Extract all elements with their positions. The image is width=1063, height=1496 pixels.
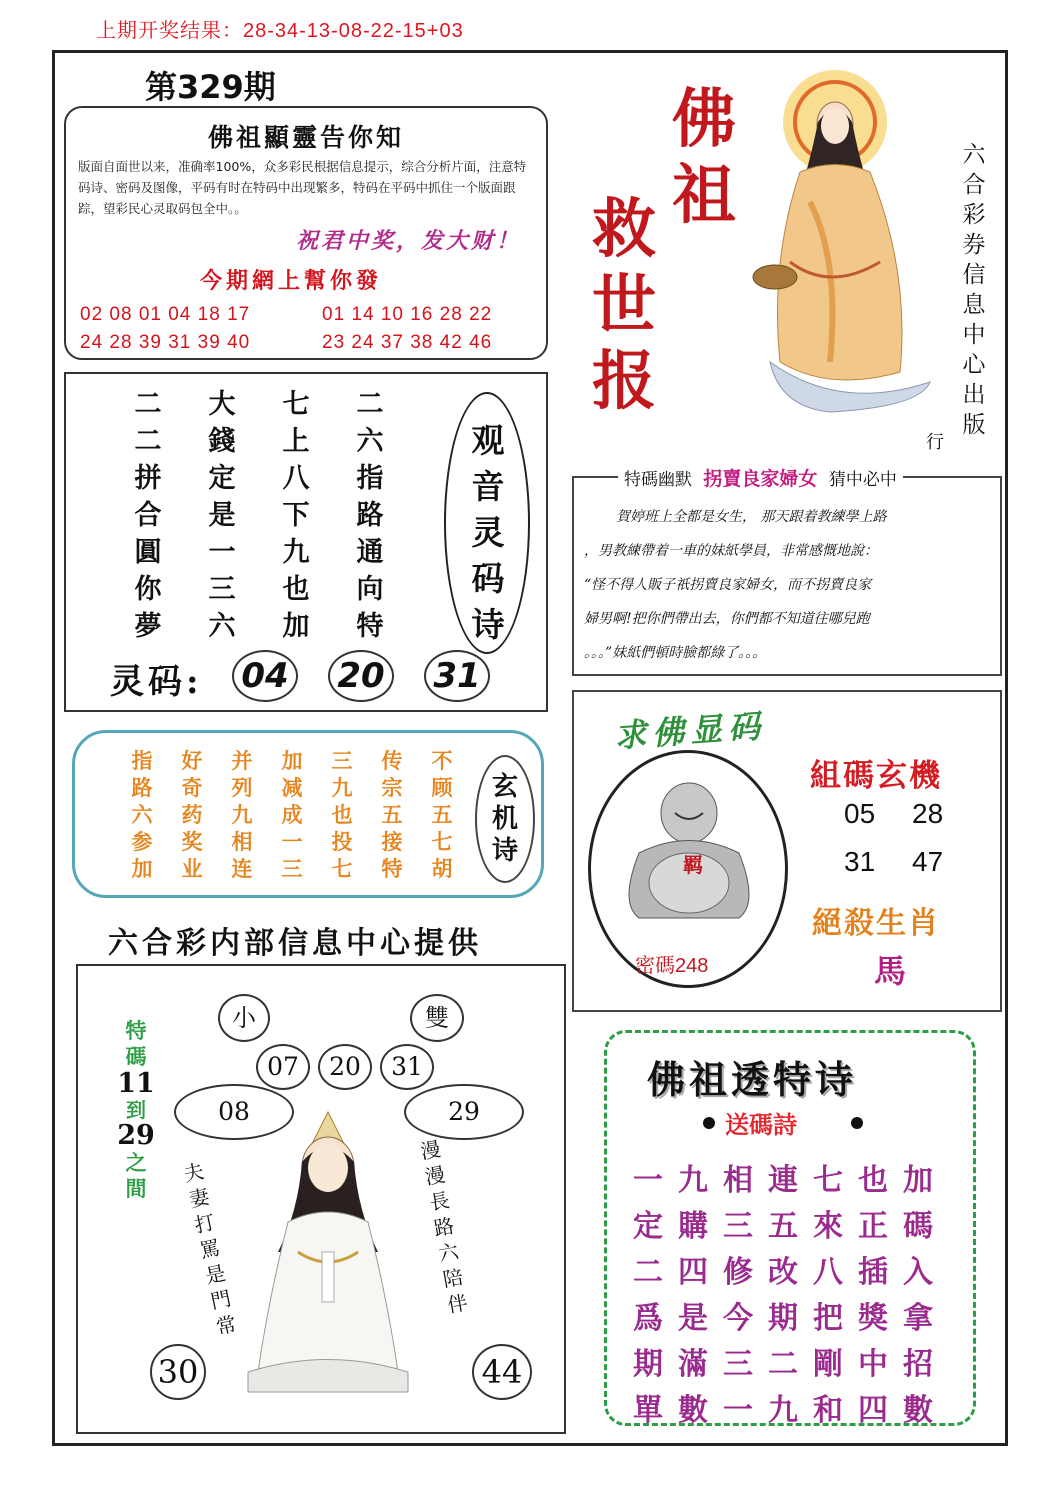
- bullet-dot: [851, 1117, 863, 1129]
- poem-title: 佛祖透特诗: [647, 1057, 858, 1102]
- title-char-shi: 世: [592, 268, 656, 343]
- left-oval: 08: [174, 1084, 294, 1140]
- xuanji-column: 传宗五接特: [381, 748, 403, 881]
- right-oval: 29: [404, 1084, 524, 1140]
- number-oval: 31: [380, 1044, 434, 1090]
- poem-row: 期滿三二剛中招: [633, 1347, 948, 1382]
- numbers-row1-right: 01 14 10 16 28 22: [322, 304, 493, 325]
- online-subtitle: 今期網上幫你發: [200, 268, 383, 294]
- joke-text: [584, 500, 996, 670]
- joke-header: [618, 464, 903, 491]
- joke-line: 婦男啊!把你們帶出去，你們都不知道往哪兒跑: [584, 611, 870, 627]
- last-result: 上期开奖结果：28-34-13-08-22-15+03: [96, 20, 464, 42]
- combo-title: 組碼玄機: [810, 758, 942, 794]
- right-verse: 漫漫長路六陪伴: [418, 1136, 470, 1318]
- joke-box: [572, 468, 1002, 676]
- guanyin-seated-icon: [238, 1102, 418, 1402]
- range-end-char: 之: [125, 1150, 147, 1175]
- tema-char: 特: [125, 1018, 147, 1043]
- lingma-number: 04: [232, 650, 298, 702]
- intro-text: 版面自面世以来，准确率100%，众多彩民根据信息提示，综合分析片面，注意特码诗、密码及图像，平码有时在特码中出现繁多，特码在平码中抓住一个版面跟踪，望彩民心灵取码包全中。。: [78, 159, 527, 216]
- poem-subtitle: 送碼詩: [725, 1110, 797, 1139]
- range-to-char: 到: [126, 1098, 146, 1122]
- joke-line: ，男教練帶着一車的妹紙學員，非常感慨地說：: [584, 543, 878, 559]
- guanyin-poem-box: [64, 372, 548, 712]
- tema-range: [116, 1018, 156, 1202]
- xuanji-column: 并列九相连: [231, 748, 253, 881]
- poem-column: 二六指路通向特: [356, 389, 384, 642]
- lingma-number: 20: [328, 650, 394, 702]
- xuanji-poem-box: [72, 730, 544, 898]
- range-from: 11: [117, 1068, 155, 1099]
- buddha-oval: [588, 750, 788, 988]
- poem-row: 二四修改八插入: [633, 1255, 948, 1290]
- small-oval: 小: [218, 994, 270, 1042]
- combo-number: 05: [844, 798, 876, 829]
- title-char-bao: 报: [592, 344, 656, 419]
- xuanji-column: 加减成一三: [281, 748, 303, 881]
- lingma-number: 31: [424, 650, 490, 702]
- title-char-fo: 佛: [672, 82, 736, 157]
- xuanji-title-oval: [475, 755, 535, 883]
- kill-zodiac: 馬: [874, 952, 907, 990]
- title-char-jiu: 救: [592, 192, 656, 267]
- xuanji-column: 三九也投七: [331, 748, 353, 881]
- poem-row: 定購三五來正碼: [633, 1209, 948, 1244]
- guanyin-numbers-box: [76, 964, 566, 1434]
- number-oval: 20: [318, 1044, 372, 1090]
- poem-column: 二二拼合圓你夢: [134, 389, 162, 642]
- bullet-dot: [703, 1117, 715, 1129]
- combo-number: 28: [912, 798, 944, 829]
- buddha-arc-title: 求佛显码: [612, 706, 768, 756]
- poem-column: 大錢定是一三六: [208, 389, 236, 642]
- bottom-right-number: 44: [472, 1344, 532, 1400]
- range-end-char: 間: [125, 1176, 147, 1201]
- buddha-chest-char: 羁: [683, 853, 703, 877]
- number-oval: 07: [256, 1044, 310, 1090]
- range-to: 29: [117, 1120, 155, 1151]
- numbers-row2-left: 24 28 39 31 39 40: [80, 332, 251, 353]
- publisher-tail: 行: [926, 432, 944, 453]
- joke-header-post: 猜中必中: [828, 470, 897, 490]
- xuanji-column: 好奇药奖业: [181, 748, 203, 881]
- combo-number: 47: [912, 846, 944, 877]
- provider-line: 六合彩内部信息中心提供: [108, 926, 482, 961]
- xuanji-column: 不顾五七胡: [431, 748, 453, 881]
- title-char: [584, 192, 664, 420]
- intro-box: [64, 106, 548, 360]
- kill-zodiac-title: 絕殺生肖: [812, 906, 940, 941]
- joke-line: 。。。”妹紙們頓時臉都綠了。。。: [584, 645, 767, 661]
- publisher: 六合彩券信息中心出版: [962, 142, 986, 438]
- guanyin-standing-icon: [730, 62, 950, 422]
- special-poem-box: [604, 1030, 976, 1426]
- poem-row: 一九相連七也加: [633, 1163, 948, 1198]
- guanyin-title-oval: [444, 392, 530, 654]
- joke-header-pre: 特碼幽默: [624, 470, 692, 490]
- title-char-zu: 祖: [672, 158, 736, 233]
- laughing-buddha-icon: [609, 773, 769, 923]
- joke-header-title: 拐賣良家婦女: [703, 468, 818, 490]
- tema-char: 碼: [125, 1044, 147, 1069]
- joke-line: 賀婷班上全都是女生， 那天跟着教練學上路: [616, 509, 887, 525]
- lingma-label: 灵码:: [110, 662, 203, 702]
- xuanji-column: 指路六参加: [131, 748, 153, 881]
- secret-code: 密碼248: [635, 955, 709, 977]
- poem-row: 單數一九和四數: [633, 1393, 948, 1428]
- intro-title: 佛祖顯靈告你知: [207, 123, 404, 152]
- guanyin-title: 观音灵码诗: [471, 421, 505, 644]
- slogan: 祝君中奖，发大财！: [296, 229, 522, 254]
- xuanji-title: 玄机诗: [491, 772, 518, 866]
- numbers-row1-left: 02 08 01 04 18 17: [80, 304, 251, 325]
- poem-column: 七上八下九也加: [282, 389, 310, 642]
- double-oval: 雙: [410, 994, 464, 1042]
- numbers-row2-right: 23 24 37 38 42 46: [322, 332, 493, 353]
- issue-number: 第329期: [145, 68, 276, 106]
- combo-number: 31: [844, 846, 876, 877]
- left-verse: 夫妻打罵是門常: [181, 1158, 239, 1340]
- buddha-box: [572, 690, 1002, 1012]
- bottom-left-number: 30: [150, 1344, 206, 1400]
- poem-row: 爲是今期把獎拿: [633, 1301, 948, 1336]
- joke-line: “怪不得人販子祇拐賣良家婦女，而不拐賣良家: [584, 577, 872, 593]
